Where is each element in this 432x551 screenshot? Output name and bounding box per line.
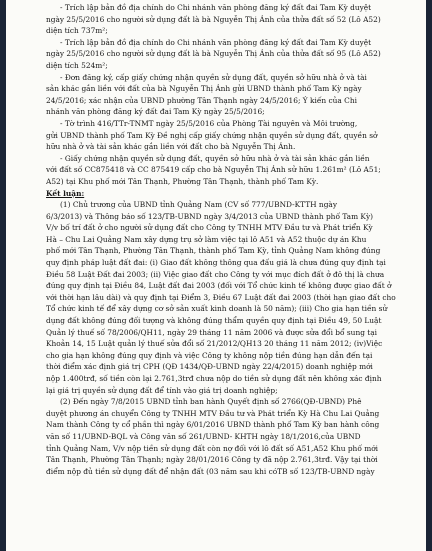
document-line: nộp 1.400trđ, số tiền còn lại 2.761,3trđ chưa nộp do tiền sử dụng đất nên không xác định [46,374,382,383]
document-page [6,0,426,551]
document-line: với đất số CC875418 và CC 875419 cấp cho bà Nguyễn Thị Ánh sử hữu 1.261m² (Lô A51; [46,165,381,175]
document-line: quy định pháp luật đất đai: (i) Giao đất không thông qua đấu giá là chưa đúng quy định tại [46,258,386,268]
document-line: cho gia hạn không đúng quy định và việc Công ty không nộp tiền đúng hạn dẫn đến tại [46,350,373,360]
document-line: diện tích 737m²; [46,26,108,36]
document-line: nhánh văn phòng đăng ký đất đai Tam Kỳ ngày 25/5/2016; [46,107,265,117]
document-line: với thời hạn lâu dài) và quy định tại Điểm 3, Điều 67 Luật đất đai 2003 (thời hạn giao đất cho [46,292,396,302]
document-line: - Trích lập bản đồ địa chính do Chi nhánh văn phòng đăng ký đất đai Tam Kỳ duyệt [60,3,372,12]
document-line: 24/5/2016; xác nhận của UBND phường Tân Thạnh ngày 24/5/2016; Ý kiến của Chi [46,95,357,105]
document-line: duyệt phương án chuyển Công ty TNHH MTV Đầu tư và Phát triển Kỳ Hà Chu Lai Quảng [46,408,380,418]
document-line: (2) Đến ngày 7/8/2015 UBND tỉnh ban hành Quyết định số 2766(QĐ-UBND) Phê [60,397,362,407]
document-line: lại giá trị quyền sử dụng đất để tính vào giá trị doanh nghiệp; [46,385,278,395]
document-line: Điều 58 Luật Đất đai 2003; (ii) Việc giao đất cho Công ty với mục đích đất ở đô thị là chưa [46,269,385,279]
document-line: phố mới Tân Thạnh, Phường Tân Thạnh, thành phố Tam Kỳ, tỉnh Quảng Nam không đúng [46,246,381,256]
document-line: - Giấy chứng nhận quyền sử dụng đất, quyền sở hữu nhà ở và tài sản khác gắn liền [60,153,370,163]
document-body [46,2,398,477]
document-line: V/v bố trí đất ở cho người sử dụng đất cho Công ty TNHH MTV Đầu tư và Phát triển Kỳ [46,223,373,233]
document-line: 6/3/2013) và Thông báo số 123/TB-UBND ngày 3/4/2013 của UBND thành phố Tam Kỳ) [46,211,374,221]
document-line: điểm nộp đủ tiền sử dụng đất để nhận đất (03 năm sau khi cóTB số 123/TB-UBND ngày [46,466,375,476]
document-line: thời điểm xác định giá trị CPH (QĐ 1434/QĐ-UBND ngày 22/4/2015) doanh nghiệp mới [46,362,373,372]
document-line: Nam thành Công ty cổ phần thì ngày 6/01/2016 UBND thành phố Tam Kỳ ban hành công [46,420,380,430]
document-line: - Đơn đăng ký, cấp giấy chứng nhận quyền sử dụng đất, quyền sở hữu nhà ở và tài [60,72,367,82]
document-line: Quản lý thuế số 78/2006/QH11, ngày 29 tháng 11 năm 2006 và được sửa đổi bổ sung tại [46,327,378,337]
document-line: Tân Thạnh, Phường Tân Thạnh; ngày 28/01/2016 Công ty đã nộp 2.761,3trđ. Vậy tại thời [46,455,378,465]
document-line: - Trích lập bản đồ địa chính do Chi nhánh văn phòng đăng ký đất đai Tam Kỳ duyệt [60,37,372,47]
document-line: ngày 25/5/2016 cho người sử dụng đất là bà Nguyễn Thị Ánh của thửa đất số 52 (Lô A52) [46,14,381,24]
document-line: Khoản 14, 15 Luật quản lý thuế sửa đổi số 21/2012/QH13 20 tháng 11 năm 2012; (iv)Việc [46,339,383,349]
section-heading: Kết luận: [46,188,85,198]
document-line: dụng đất không đúng đối tượng và không đúng thẩm quyền quy định tại Điều 49, 50 Luật [46,316,382,326]
document-line: tỉnh Quảng Nam, V/v nộp tiền sử dụng đất còn nợ đối với lô đất số A51,A52 Khu phố mới [46,443,379,453]
document-line: gửi UBND thành phố Tam Kỳ Đề nghị cấp giấy chứng nhận quyền sử dụng đất, quyền sở [46,130,378,140]
document-line: hữu nhà ở và tài sản khác gắn liền với đất cho bà Nguyễn Thị Ánh. [46,142,296,152]
document-line: - Tờ trình 416/TTr-TNMT ngày 25/5/2016 của Phòng Tài nguyên và Môi trường, [60,118,358,128]
document-line: văn số 11/UBND-BQL và Công văn số 261/UBND- KHTH ngày 18/1/2016,của UBND [46,431,361,441]
document-line: Hà – Chu Lai Quảng Nam xây dựng trụ sở làm việc tại lô A51 và A52 thuộc dự án Khu [46,234,367,244]
document-line: Tổ chức kinh tế để xây dựng cơ sở sản xuất kinh doanh là 50 năm); (iii) Cho gia hạn tiền sử [46,304,388,314]
document-line: đúng quy định tại Điều 84, Luật đất đai 2003 (đối với Tổ chức kinh tế không được giao đất ở [46,281,392,291]
document-line: diện tích 524m²; [46,60,108,70]
document-line: (1) Chủ trương của UBND tỉnh Quảng Nam (CV số 777/UBND-KTTH ngày [60,200,338,210]
document-line: A52) tại Khu phố mới Tân Thạnh, Phường Tân Thạnh, thành phố Tam Kỳ. [46,176,319,186]
document-line: sản khác gắn liền với đất của bà Nguyễn Thị Ánh gửi UBND thành phố Tam Kỳ ngày [46,84,362,94]
document-line: ngày 25/5/2016 cho người sử dụng đất là bà Nguyễn Thị Ánh của thửa đất số 95 (Lô A52) [46,49,381,59]
